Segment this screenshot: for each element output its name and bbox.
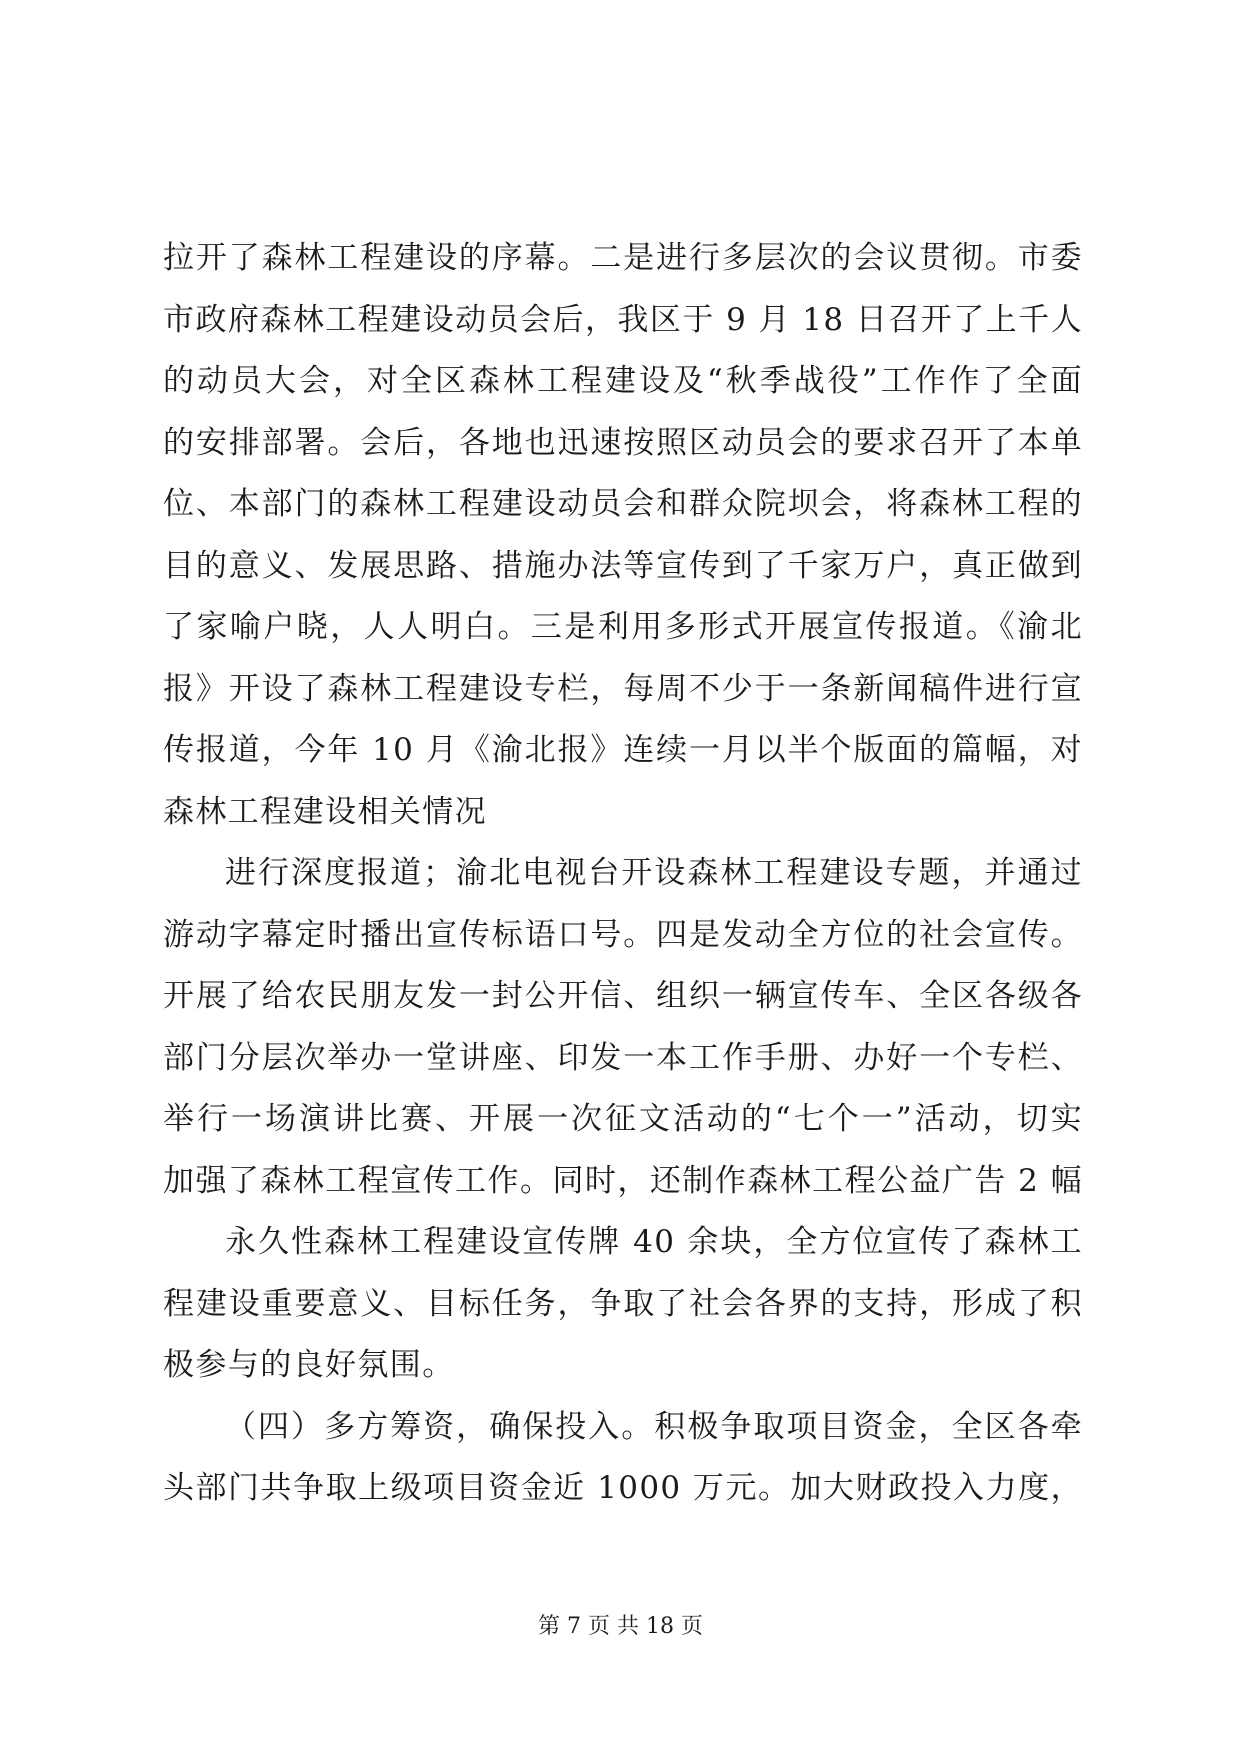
text-line: 头部门共争取上级项目资金近 1000 万元。加大财政投入力度， bbox=[163, 1470, 1083, 1506]
text-line: 的动员大会，对全区森林工程建设及“秋季战役”工作作了全面 bbox=[163, 363, 1083, 399]
text-line: 加强了森林工程宣传工作。同时，还制作森林工程公益广告 2 幅 bbox=[163, 1162, 1083, 1199]
text-line: 游动字幕定时播出宣传标语口号。四是发动全方位的社会宣传。 bbox=[163, 916, 1083, 953]
text-line: （四）多方筹资，确保投入。积极争取项目资金，全区各牵 bbox=[225, 1408, 1083, 1445]
text-line: 的安排部署。会后，各地也迅速按照区动员会的要求召开了本单 bbox=[163, 424, 1083, 461]
text-line: 位、本部门的森林工程建设动员会和群众院坝会，将森林工程的 bbox=[163, 486, 1083, 522]
text-line: 极参与的良好氛围。 bbox=[163, 1347, 455, 1383]
text-line: 市政府森林工程建设动员会后，我区于 9 月 18 日召开了上千人 bbox=[163, 301, 1083, 338]
text-line: 永久性森林工程建设宣传牌 40 余块，全方位宣传了森林工 bbox=[225, 1224, 1083, 1260]
text-line: 进行深度报道；渝北电视台开设森林工程建设专题，并通过 bbox=[225, 855, 1083, 891]
text-line: 传报道，今年 10 月《渝北报》连续一月以半个版面的篇幅，对 bbox=[163, 732, 1083, 768]
text-line: 部门分层次举办一堂讲座、印发一本工作手册、办好一个专栏、 bbox=[163, 1039, 1083, 1076]
text-line: 目的意义、发展思路、措施办法等宣传到了千家万户，真正做到 bbox=[163, 547, 1083, 584]
text-line: 举行一场演讲比赛、开展一次征文活动的“七个一”活动，切实 bbox=[163, 1101, 1083, 1137]
document-body bbox=[163, 228, 1083, 1520]
text-line: 开展了给农民朋友发一封公开信、组织一辆宣传车、全区各级各 bbox=[163, 978, 1083, 1014]
text-line: 拉开了森林工程建设的序幕。二是进行多层次的会议贯彻。市委 bbox=[163, 240, 1083, 276]
text-line: 了家喻户晓，人人明白。三是利用多形式开展宣传报道。《渝北 bbox=[163, 609, 1083, 645]
page-footer: 第 7 页 共 18 页 bbox=[538, 1614, 703, 1639]
text-line: 程建设重要意义、目标任务，争取了社会各界的支持，形成了积 bbox=[163, 1285, 1083, 1322]
text-line: 森林工程建设相关情况 bbox=[163, 793, 487, 830]
text-line: 报》开设了森林工程建设专栏，每周不少于一条新闻稿件进行宣 bbox=[163, 670, 1083, 707]
